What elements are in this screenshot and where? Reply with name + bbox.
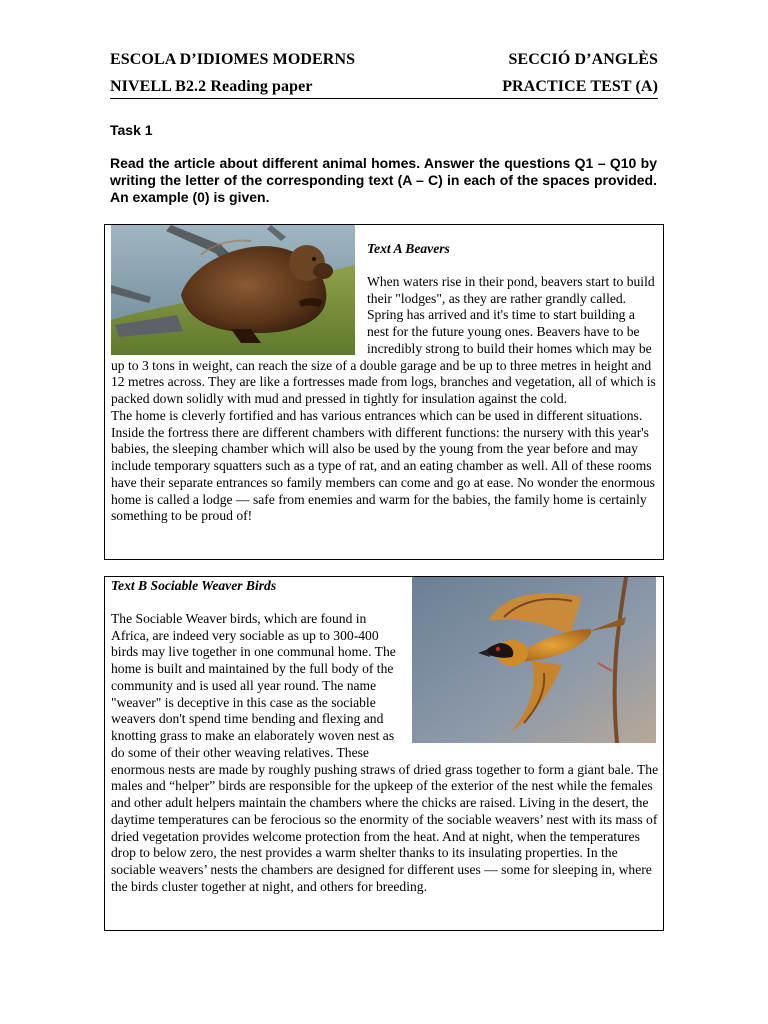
- text-b-box: [104, 576, 664, 931]
- school-name: ESCOLA D’IDIOMES MODERNS: [110, 51, 356, 68]
- text-a-title: Text A Beavers: [367, 241, 450, 256]
- header-divider: [110, 98, 658, 99]
- text-b-paragraph-1: The Sociable Weaver birds, which are found in Africa, are indeed very sociable as up to 300-400 birds may live together in one communal home. The home is built and maintained by the full body of the community and is used all year round. The name "weaver" is deceptive in this case as the sociable weavers don't spend time bending and flexing and knotting grass to make an elaborately woven nest as do some of their other weaving relatives. These enormous nests are made by roughly pushing straws of dried grass together to form a giant bale. The males and “helper” birds are responsible for the upkeep of the exterior of the nest while the females and other adult helpers maintain the chambers where the chicks are raised. Living in the desert, the daytime temperatures can be ferocious so the enormity of the sociable weavers’ nest with its mass of dried vegetation provides welcome protection from the heat. And at night, when the temperatures drop to below zero, the nest provides a warm shelter thanks to its insulating properties. In the sociable weavers’ nests the chambers are designed for different uses — some for sleeping in, where the birds cluster together at night, and others for breeding.: [111, 610, 659, 894]
- task-title: Task 1: [110, 122, 153, 138]
- section-name: SECCIÓ D’ANGLÈS: [508, 51, 658, 68]
- header-row-1: [110, 51, 658, 69]
- beaver-photo: [111, 225, 355, 355]
- header-row-2: [110, 78, 658, 96]
- text-b-title: Text B Sociable Weaver Birds: [111, 578, 277, 593]
- text-a-box: [104, 224, 664, 560]
- text-a-paragraph-1: When waters rise in their pond, beavers start to build their "lodges", as they are rather grandly called. Spring has arrived and it's time to start building a nest for the future young ones. Beavers have to be incredibly strong to build their homes which may be up to 3 tons in weight, can reach the size of a double garage and be up to three metres in height and 12 metres across. They are like a fortresses made from logs, branches and vegetation, all of which is packed down solidly with mud and pressed in tightly for insulation against the cold.: [111, 273, 656, 406]
- task-instructions: Read the article about different animal homes. Answer the questions Q1 – Q10 by writing the letter of the corresponding text (A – C) in each of the spaces provided. An example (0) is given.: [110, 155, 657, 205]
- test-label: PRACTICE TEST (A): [502, 78, 658, 95]
- weaver-bird-photo: [412, 577, 656, 743]
- level-label: NIVELL B2.2 Reading paper: [110, 78, 313, 95]
- text-a-paragraph-2: The home is cleverly fortified and has various entrances which can be used in different situations. Inside the fortress there are different chambers with different functions: the nursery with this year's babies, the sleeping chamber which will also be used by the young from the year before and may include temporary squatters such as a type of rat, and an eating chamber as well. All of these rooms have their separate entrances so family members can come and go at ease. No wonder the enormous home is called a lodge — safe from enemies and warm for the babies, the family home is certainly something to be proud of!: [111, 407, 655, 524]
